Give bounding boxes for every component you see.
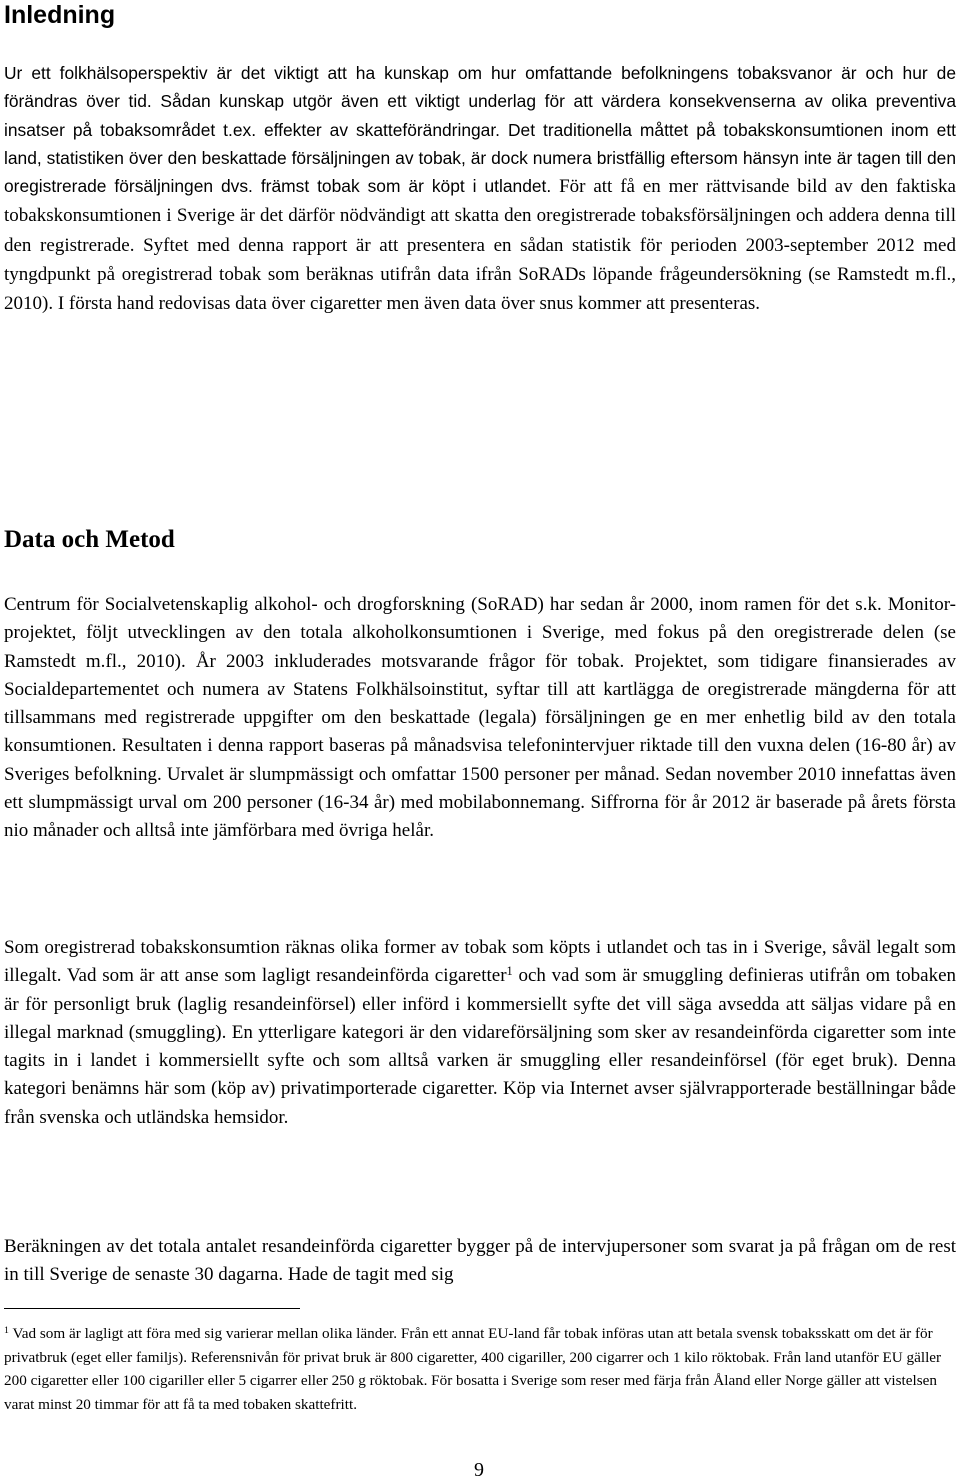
footnote-separator	[4, 1308, 300, 1309]
intro-text-1: Ur ett folkhälsoperspektiv är det viktigt att ha kunskap om hur omfattande befolkningens tobaksvanor är och hur de förändras över tid. Sådan kunskap utgör även ett viktigt underlag för att värdera konsekvenserna av olika preventiva insatser på tobaksområdet t.ex. effekter av skatteförändringar.	[4, 63, 956, 140]
footnote-reference[interactable]: 1	[506, 964, 513, 979]
page-number: 9	[474, 1459, 484, 1481]
footnote-text: Vad som är lagligt att föra med sig varierar mellan olika länder. Från ett annat EU-land får tobak införas utan att betala svensk tobaksskatt om det är för privatbruk (eget eller familjs). Referensnivån för privat bruk är 800 cigaretter, 400 cigariller, 200 cigarrer och 1 kilo röktobak. Från land utanför EU gäller 200 cigaretter eller 100 cigariller eller 5 cigarrer eller 250 g röktobak. För bosatta i Sverige som reser med färja från Åland eller Norge gäller att vistelsen varat minst 20 timmar för att få ta med tobaken skattefritt.	[4, 1325, 942, 1413]
footnote	[4, 1322, 956, 1416]
paragraph-method-3: Beräkningen av det totala antalet resandeinförda cigaretter bygger på de intervjupersoner som svarat ja på frågan om de rest in till Sverige de senaste 30 dagarna. Hade de tagit med sig	[4, 1236, 956, 1286]
intro-text-2: Det traditionella måttet på tobakskonsumtionen inom ett land, statistiken över den beskattade försäljningen av tobak, är dock numera bristfällig eftersom hänsyn inte är tagen till den oregistrerade försäljningen dvs. främst tobak som är köpt i utlandet.	[4, 119, 956, 197]
footnote-number: 1	[4, 1325, 9, 1337]
heading-inledning: Inledning	[4, 1, 116, 29]
method-text-2b: och vad som är smuggling definieras utifrån om tobaken är för personligt bruk (laglig resandeinförsel) eller införd i kommersiellt syfte det vill säga avsedda att säljas vidare på en illegal marknad (smuggling). En ytterligare kategori är den vidareförsäljning som sker av resandeinförda cigaretter som inte tagits in i landet i kommersiellt syfte och som alltså varken är smuggling eller resandeinförsel (för eget bruk). Denna kategori benämns här som (köp av) privatimporterade cigaretter. Köp via Internet avser självrapporterade beställningar både från svenska och utländska hemsidor.	[4, 965, 956, 1128]
intro-text-3: För att få en mer rättvisande bild av den faktiska tobakskonsumtionen i Sverige är det därför nödvändigt att skatta den oregistrerade tobaksförsäljningen och addera denna till den registrerade. Syftet med denna rapport är att presentera en sådan statistik för perioden 2003-september 2012 med tyngdpunkt på oregistrerad tobak som beräknas utifrån data ifrån SoRADs löpande frågeundersökning (se Ramstedt m.fl., 2010). I första hand redovisas data över cigaretter men även data över snus kommer att presenteras.	[4, 176, 956, 315]
method-text-2a: Som oregistrerad tobakskonsumtion räknas olika former av tobak som köpts i utlandet och tas in i Sverige, såväl legalt som illegalt. Vad som är att anse som lagligt resandeinförda cigaretter	[4, 937, 956, 987]
paragraph-intro	[4, 59, 956, 319]
paragraph-method-1: Centrum för Socialvetenskaplig alkohol- och drogforskning (SoRAD) har sedan år 2000, inom ramen för det s.k. Monitor-projektet, följt utvecklingen av den totala alkoholkonsumtionen i Sverige, med fokus på den oregistrerade delen (se Ramstedt m.fl., 2010). År 2003 inkluderades motsvarande frågor för tobak. Projektet, som tidigare finansierades av Socialdepartementet och numera av Statens Folkhälsoinstitut, syftar till att kartlägga de oregistrerade mängderna för att tillsammans med registrerade uppgifter om den beskattade (legala) försäljningen ge en mer enhetlig bild av den totala konsumtionen. Resultaten i denna rapport baseras på månadsvisa telefonintervjuer riktade till den vuxna delen (16-80 år) av Sveriges befolkning. Urvalet är slumpmässigt och omfattar 1500 personer per månad. Sedan november 2010 innefattas även ett slumpmässigt urval om 200 personer (16-34 år) med mobilabonnemang. Siffrorna för år 2012 är baserade på årets första nio månader och alltså inte jämförbara med övriga helår.	[4, 594, 956, 842]
heading-data-och-metod: Data och Metod	[4, 526, 175, 553]
paragraph-method-2	[4, 934, 956, 1132]
